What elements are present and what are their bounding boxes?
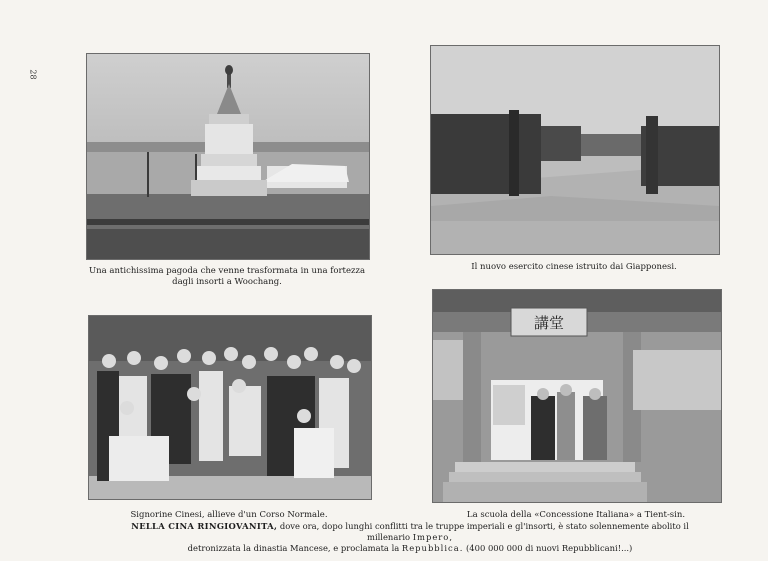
- women-caption-line1: Signorine Cinesi, allieve d'un Corso Normale.: [130, 510, 328, 520]
- footer-text2: detronizzata la dinastia Mancese, e proclamata la: [187, 543, 402, 553]
- pagoda-caption-line2: dagli insorti a Woochang.: [172, 277, 282, 287]
- women-caption: [88, 510, 370, 521]
- army-caption: [430, 262, 718, 273]
- pagoda-caption-line1: Una antichissima pagoda che venne trasformata in una fortezza: [88, 266, 366, 276]
- school-caption-line1: La scuola della «Concessione Italiana» a Tient-sin.: [466, 510, 686, 520]
- army-photo: [430, 45, 720, 255]
- pagoda-photo: [86, 53, 370, 260]
- army-caption-line1: Il nuovo esercito cinese istruito dai Giapponesi.: [471, 262, 677, 272]
- school-photo: [432, 289, 722, 503]
- footer-title: NELLA CINA RINGIOVANITA,: [131, 521, 278, 531]
- footer-text: [110, 521, 710, 554]
- footer-text1: dove ora, dopo lunghi conflitti tra le truppe imperiali e gl'insorti, è stato solennemente abolito il millenario: [277, 521, 689, 542]
- footer-word-impero: Impero,: [412, 532, 453, 542]
- page-number: 28: [28, 69, 38, 80]
- footer-word-repubblica: Repubblica.: [401, 543, 464, 553]
- pagoda-caption: [86, 266, 368, 288]
- footer-text3: (400 000 000 di nuovi Repubblicani!...): [463, 543, 633, 553]
- school-sign: 講堂: [533, 314, 565, 332]
- school-caption: [432, 510, 720, 521]
- women-photo: [88, 315, 372, 500]
